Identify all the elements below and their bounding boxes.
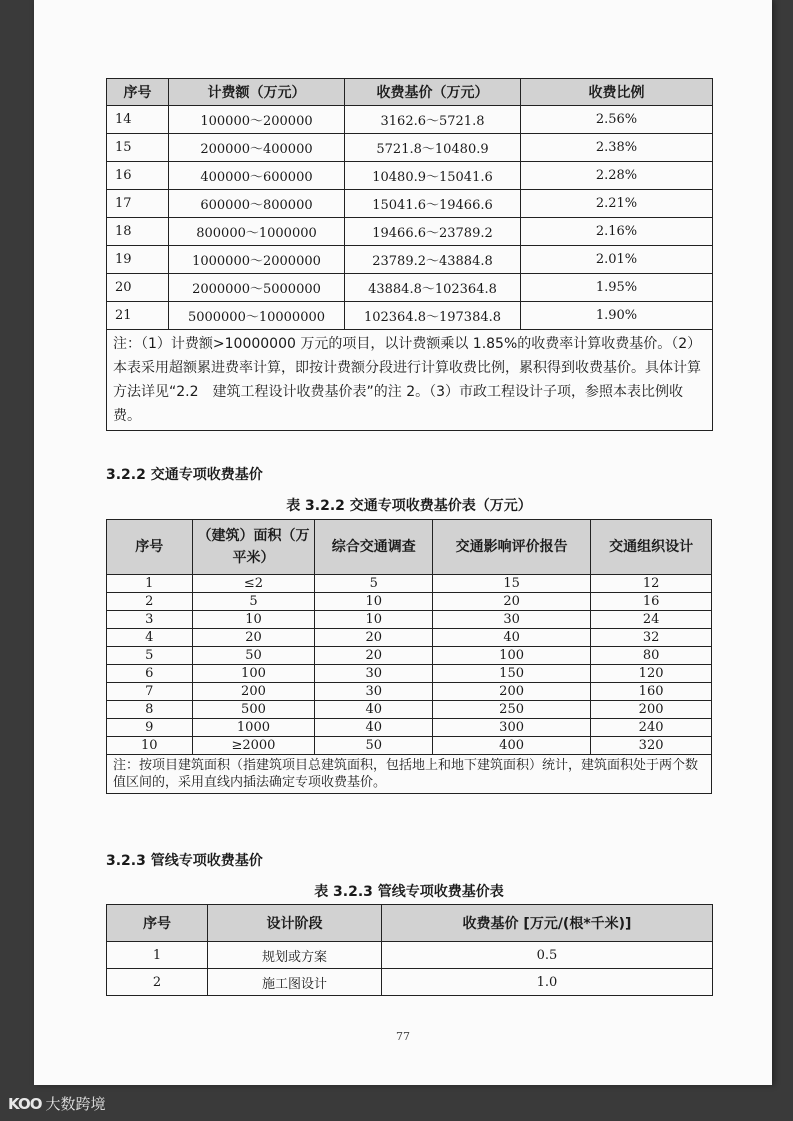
header-index: 序号 bbox=[107, 905, 208, 942]
cell-index: 1 bbox=[107, 575, 193, 593]
cell-design-stage: 规划或方案 bbox=[208, 942, 382, 969]
cell-ratio: 1.90% bbox=[521, 302, 713, 330]
header-fee-amount: 计费额（万元） bbox=[169, 79, 345, 106]
cell-base-price: 102364.8～197384.8 bbox=[345, 302, 521, 330]
cell-area: 10 bbox=[192, 611, 315, 629]
cell-design: 16 bbox=[591, 593, 712, 611]
header-area: （建筑）面积（万平米） bbox=[192, 520, 315, 575]
cell-design: 200 bbox=[591, 701, 712, 719]
cell-ratio: 2.28% bbox=[521, 162, 713, 190]
cell-report: 400 bbox=[433, 737, 591, 755]
cell-index: 5 bbox=[107, 647, 193, 665]
table-header-row bbox=[107, 79, 713, 106]
cell-index: 9 bbox=[107, 719, 193, 737]
table-row bbox=[107, 665, 712, 683]
cell-index: 18 bbox=[107, 218, 169, 246]
cell-design: 120 bbox=[591, 665, 712, 683]
header-base-price: 收费基价（万元） bbox=[345, 79, 521, 106]
table-row bbox=[107, 683, 712, 701]
cell-area: ≤2 bbox=[192, 575, 315, 593]
table2-note: 注：按项目建筑面积（指建筑项目总建筑面积，包括地上和地下建筑面积）统计，建筑面积处于两个数值区间的，采用直线内插法确定专项收费基价。 bbox=[107, 755, 712, 794]
table-row bbox=[107, 218, 713, 246]
cell-index: 20 bbox=[107, 274, 169, 302]
cell-ratio: 2.21% bbox=[521, 190, 713, 218]
header-index: 序号 bbox=[107, 520, 193, 575]
cell-design: 240 bbox=[591, 719, 712, 737]
cell-area: ≥2000 bbox=[192, 737, 315, 755]
header-index: 序号 bbox=[107, 79, 169, 106]
table-row bbox=[107, 719, 712, 737]
cell-ratio: 1.95% bbox=[521, 274, 713, 302]
cell-survey: 10 bbox=[315, 593, 433, 611]
cell-fee-amount: 5000000～10000000 bbox=[169, 302, 345, 330]
cell-report: 30 bbox=[433, 611, 591, 629]
table-row bbox=[107, 575, 712, 593]
cell-report: 100 bbox=[433, 647, 591, 665]
cell-survey: 30 bbox=[315, 665, 433, 683]
cell-survey: 20 bbox=[315, 629, 433, 647]
table-row bbox=[107, 246, 713, 274]
fee-rate-table-container bbox=[106, 78, 712, 431]
cell-base-price: 1.0 bbox=[382, 969, 713, 996]
cell-fee-amount: 200000～400000 bbox=[169, 134, 345, 162]
cell-index: 16 bbox=[107, 162, 169, 190]
cell-base-price: 15041.6～19466.6 bbox=[345, 190, 521, 218]
cell-survey: 20 bbox=[315, 647, 433, 665]
cell-survey: 30 bbox=[315, 683, 433, 701]
header-design-stage: 设计阶段 bbox=[208, 905, 382, 942]
cell-report: 200 bbox=[433, 683, 591, 701]
cell-base-price: 0.5 bbox=[382, 942, 713, 969]
cell-fee-amount: 1000000～2000000 bbox=[169, 246, 345, 274]
cell-design: 80 bbox=[591, 647, 712, 665]
table-row bbox=[107, 737, 712, 755]
section-heading-traffic: 3.2.2 交通专项收费基价 bbox=[106, 467, 263, 483]
header-base-price: 收费基价 [万元/(根*千米)] bbox=[382, 905, 713, 942]
cell-fee-amount: 600000～800000 bbox=[169, 190, 345, 218]
cell-report: 300 bbox=[433, 719, 591, 737]
logo-mark-icon: KOO bbox=[8, 1094, 42, 1113]
cell-area: 1000 bbox=[192, 719, 315, 737]
table1-note: 注：（1）计费额>10000000 万元的项目，以计费额乘以 1.85%的收费率计算收费基价。（2）本表采用超额累进费率计算，即按计费额分段进行计算收费比例，累积得到收费基价。具体计算方法详见“2.2 建筑工程设计收费基价表”的注 2。（3）市政工程设计子项，参照本表比例收费。 bbox=[107, 330, 713, 431]
cell-fee-amount: 400000～600000 bbox=[169, 162, 345, 190]
cell-base-price: 5721.8～10480.9 bbox=[345, 134, 521, 162]
cell-ratio: 2.56% bbox=[521, 106, 713, 134]
cell-design: 12 bbox=[591, 575, 712, 593]
cell-report: 150 bbox=[433, 665, 591, 683]
cell-survey: 40 bbox=[315, 701, 433, 719]
cell-fee-amount: 800000～1000000 bbox=[169, 218, 345, 246]
cell-fee-amount: 2000000～5000000 bbox=[169, 274, 345, 302]
cell-report: 15 bbox=[433, 575, 591, 593]
table-header-row bbox=[107, 520, 712, 575]
cell-base-price: 23789.2～43884.8 bbox=[345, 246, 521, 274]
cell-index: 4 bbox=[107, 629, 193, 647]
table-row bbox=[107, 190, 713, 218]
cell-base-price: 43884.8～102364.8 bbox=[345, 274, 521, 302]
cell-area: 100 bbox=[192, 665, 315, 683]
table-caption-pipeline: 表 3.2.3 管线专项收费基价表 bbox=[314, 884, 504, 900]
cell-index: 19 bbox=[107, 246, 169, 274]
cell-index: 3 bbox=[107, 611, 193, 629]
page-number: 77 bbox=[396, 1030, 410, 1043]
cell-index: 15 bbox=[107, 134, 169, 162]
traffic-fee-table bbox=[106, 519, 712, 794]
cell-index: 1 bbox=[107, 942, 208, 969]
note-row bbox=[107, 330, 713, 431]
table-row bbox=[107, 701, 712, 719]
cell-area: 200 bbox=[192, 683, 315, 701]
cell-design: 24 bbox=[591, 611, 712, 629]
pipeline-table-container bbox=[106, 904, 712, 996]
table-row bbox=[107, 611, 712, 629]
table-row bbox=[107, 274, 713, 302]
cell-base-price: 19466.6～23789.2 bbox=[345, 218, 521, 246]
watermark-logo bbox=[8, 1093, 105, 1114]
cell-index: 6 bbox=[107, 665, 193, 683]
cell-index: 17 bbox=[107, 190, 169, 218]
cell-ratio: 2.16% bbox=[521, 218, 713, 246]
cell-ratio: 2.01% bbox=[521, 246, 713, 274]
fee-rate-table bbox=[106, 78, 713, 431]
table-caption-traffic: 表 3.2.2 交通专项收费基价表（万元） bbox=[286, 498, 532, 514]
pipeline-fee-table bbox=[106, 904, 713, 996]
cell-survey: 50 bbox=[315, 737, 433, 755]
header-organization-design: 交通组织设计 bbox=[591, 520, 712, 575]
table-header-row bbox=[107, 905, 713, 942]
cell-base-price: 10480.9～15041.6 bbox=[345, 162, 521, 190]
table-row bbox=[107, 629, 712, 647]
cell-index: 21 bbox=[107, 302, 169, 330]
table-row bbox=[107, 969, 713, 996]
table-row bbox=[107, 162, 713, 190]
cell-design: 32 bbox=[591, 629, 712, 647]
section-heading-pipeline: 3.2.3 管线专项收费基价 bbox=[106, 853, 263, 869]
cell-area: 5 bbox=[192, 593, 315, 611]
cell-index: 14 bbox=[107, 106, 169, 134]
cell-index: 2 bbox=[107, 593, 193, 611]
cell-design-stage: 施工图设计 bbox=[208, 969, 382, 996]
cell-report: 20 bbox=[433, 593, 591, 611]
table-row bbox=[107, 647, 712, 665]
table-row bbox=[107, 134, 713, 162]
cell-report: 250 bbox=[433, 701, 591, 719]
table-row bbox=[107, 942, 713, 969]
cell-design: 160 bbox=[591, 683, 712, 701]
cell-design: 320 bbox=[591, 737, 712, 755]
document-page bbox=[34, 0, 772, 1085]
traffic-table-container bbox=[106, 519, 712, 794]
watermark-brand: 大数跨境 bbox=[45, 1095, 106, 1113]
cell-index: 8 bbox=[107, 701, 193, 719]
header-impact-report: 交通影响评价报告 bbox=[433, 520, 591, 575]
cell-survey: 5 bbox=[315, 575, 433, 593]
cell-area: 500 bbox=[192, 701, 315, 719]
cell-index: 7 bbox=[107, 683, 193, 701]
cell-area: 50 bbox=[192, 647, 315, 665]
cell-ratio: 2.38% bbox=[521, 134, 713, 162]
header-ratio: 收费比例 bbox=[521, 79, 713, 106]
cell-fee-amount: 100000～200000 bbox=[169, 106, 345, 134]
cell-report: 40 bbox=[433, 629, 591, 647]
cell-index: 10 bbox=[107, 737, 193, 755]
table-row bbox=[107, 302, 713, 330]
cell-survey: 40 bbox=[315, 719, 433, 737]
cell-area: 20 bbox=[192, 629, 315, 647]
cell-survey: 10 bbox=[315, 611, 433, 629]
header-traffic-survey: 综合交通调查 bbox=[315, 520, 433, 575]
cell-index: 2 bbox=[107, 969, 208, 996]
table-row bbox=[107, 593, 712, 611]
note-row bbox=[107, 755, 712, 794]
table-row bbox=[107, 106, 713, 134]
cell-base-price: 3162.6～5721.8 bbox=[345, 106, 521, 134]
